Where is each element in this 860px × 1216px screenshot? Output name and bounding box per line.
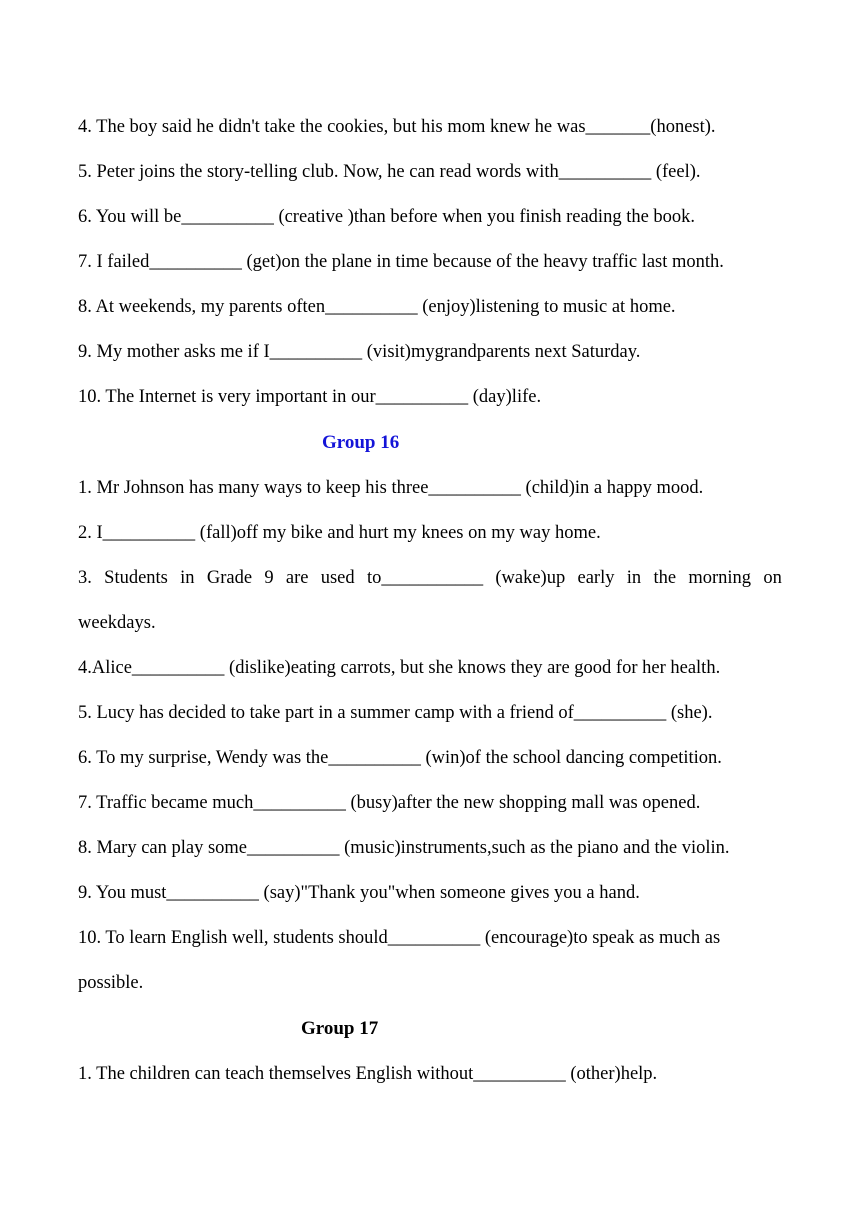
item3-word: in [180, 568, 195, 588]
group16-item-2: 2. I__________ (fall)off my bike and hurt my knees on my way home. [78, 523, 601, 543]
exercise-item-10: 10. The Internet is very important in our__________ (day)life. [78, 387, 542, 407]
exercise-item-8: 8. At weekends, my parents often__________ (enjoy)listening to music at home. [78, 297, 676, 317]
item3-word: in [626, 568, 642, 588]
item3-word: morning [688, 568, 752, 588]
group-17-heading: Group 17 [301, 1018, 379, 1039]
item3-word: are [285, 568, 309, 588]
group16-item-6: 6. To my surprise, Wendy was the__________ (win)of the school dancing competition. [78, 748, 722, 768]
group16-item-8: 8. Mary can play some__________ (music)instruments,such as the piano and the violin. [78, 838, 730, 858]
item3-word: used [320, 568, 355, 588]
group16-item-9: 9. You must__________ (say)"Thank you"when someone gives you a hand. [78, 883, 640, 903]
exercise-item-4: 4. The boy said he didn't take the cookies, but his mom knew he was_______(honest). [78, 117, 716, 137]
group16-item-3-continuation: weekdays. [78, 613, 156, 633]
item3-word: 9 [264, 568, 274, 588]
item3-word: on [763, 568, 782, 588]
group16-item-5: 5. Lucy has decided to take part in a summer camp with a friend of__________ (she). [78, 703, 713, 723]
group16-item-3 [78, 566, 782, 590]
exercise-item-6: 6. You will be__________ (creative )than before when you finish reading the book. [78, 207, 696, 227]
group-16-heading: Group 16 [322, 432, 400, 453]
group16-item-4: 4.Alice__________ (dislike)eating carrots, but she knows they are good for her health. [78, 658, 721, 678]
item3-word: Grade [206, 568, 253, 588]
group17-item-1: 1. The children can teach themselves English without__________ (other)help. [78, 1064, 658, 1084]
group16-item-1: 1. Mr Johnson has many ways to keep his three__________ (child)in a happy mood. [78, 478, 704, 498]
item3-word: the [653, 568, 677, 588]
item3-word: early [577, 568, 615, 588]
item3-word: (wake)up [495, 568, 566, 588]
item3-word: 3. [78, 568, 92, 588]
group16-item-10-continuation: possible. [78, 973, 144, 993]
group16-item-7: 7. Traffic became much__________ (busy)after the new shopping mall was opened. [78, 793, 701, 813]
exercise-item-7: 7. I failed__________ (get)on the plane in time because of the heavy traffic last month. [78, 252, 724, 272]
item3-word: to___________ [366, 568, 484, 588]
group16-item-10: 10. To learn English well, students should__________ (encourage)to speak as much as [78, 928, 721, 948]
exercise-item-9: 9. My mother asks me if I__________ (visit)mygrandparents next Saturday. [78, 342, 641, 362]
item3-word: Students [104, 568, 168, 588]
exercise-item-5: 5. Peter joins the story-telling club. Now, he can read words with__________ (feel). [78, 162, 701, 182]
